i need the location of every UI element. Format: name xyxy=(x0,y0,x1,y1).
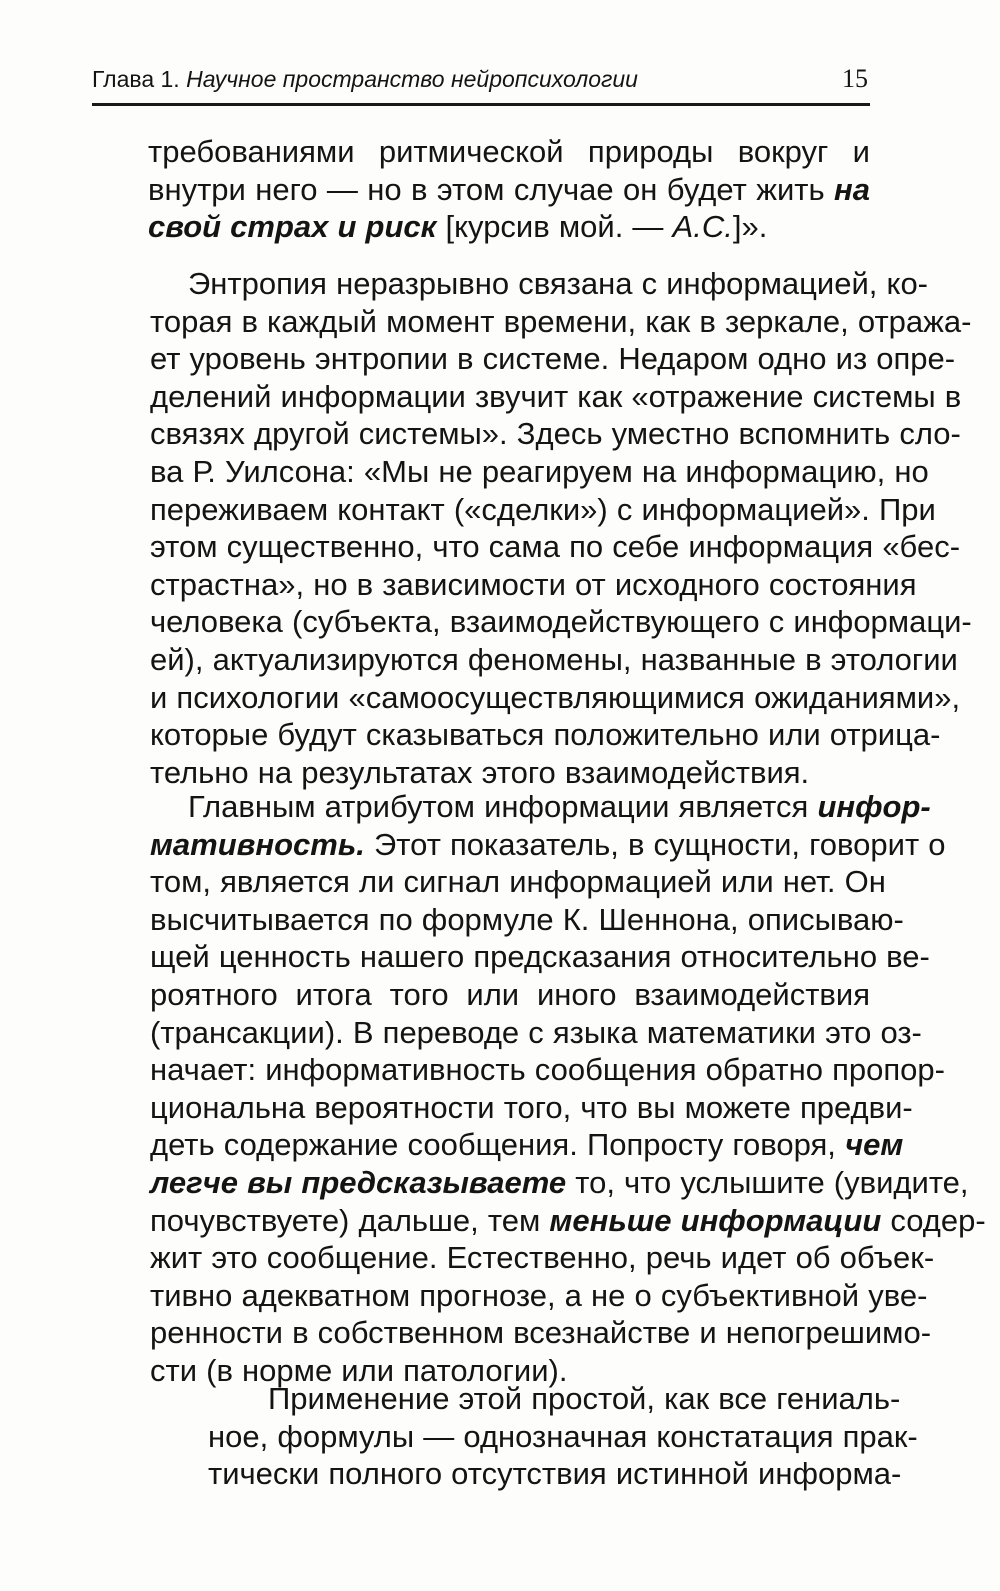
paragraph-application xyxy=(148,1380,918,1493)
text-line: циональна вероятности того, что вы можете предви- xyxy=(150,1089,913,1125)
text-line: легче вы предсказываете то, что услышите (увидите, xyxy=(150,1164,969,1200)
text-line: ва Р. Уилсона: «Мы не реагируем на информацию, но xyxy=(150,453,929,489)
quote-continuation xyxy=(148,133,870,246)
header-rule xyxy=(92,103,870,106)
text-line: том, является ли сигнал информацией или нет. Он xyxy=(150,864,886,900)
text-line: требованиями ритмической природы вокруг и xyxy=(148,134,870,169)
running-head xyxy=(92,62,870,102)
text-line: ное, формулы — однозначная констатация прак- xyxy=(208,1418,918,1454)
text-line: деть содержание сообщения. Попросту говоря, чем xyxy=(150,1127,904,1163)
chapter-label: Глава 1. xyxy=(92,66,180,92)
text-line: делений информации звучит как «отражение системы в xyxy=(150,378,962,414)
text-line: начает: информативность сообщения обратно пропор- xyxy=(150,1052,945,1088)
text-line: сти (в норме или патологии). xyxy=(150,1352,568,1388)
paragraph-entropy xyxy=(112,265,972,791)
text-line: ет уровень энтропии в системе. Недаром одно из опре- xyxy=(150,341,956,377)
text-line: щей ценность нашего предсказания относительно ве- xyxy=(150,939,930,975)
text-line: человека (субъекта, взаимодействующего с информаци- xyxy=(150,604,972,640)
text-line: торая в каждый момент времени, как в зеркале, отража- xyxy=(150,303,972,339)
text-line: свой страх и риск [курсив мой. — А.С.]». xyxy=(148,209,768,245)
text-line: тивно адекватном прогнозе, а не о субъективной уве- xyxy=(150,1277,928,1313)
paragraph-informativeness xyxy=(112,788,986,1390)
page-number: 15 xyxy=(842,64,868,93)
text-line: высчитывается по формуле К. Шеннона, описываю- xyxy=(150,901,904,937)
text-line: роятного итога того или иного взаимодействия xyxy=(150,976,870,1012)
text-line: жит это сообщение. Естественно, речь идет об объек- xyxy=(150,1240,935,1276)
text-line: Главным атрибутом информации является инфор- xyxy=(188,789,931,824)
text-line: почувствуете) дальше, тем меньше информации содер- xyxy=(150,1202,986,1238)
text-line: Применение этой простой, как все гениаль- xyxy=(268,1381,901,1416)
text-line: и психологии «самоосуществляющимися ожиданиями», xyxy=(150,679,961,715)
text-line: ренности в собственном всезнайстве и непогрешимо- xyxy=(150,1315,932,1351)
text-line: которые будут сказываться положительно или отрица- xyxy=(150,717,941,753)
text-line: внутри него — но в этом случае он будет жить на xyxy=(148,171,870,207)
running-head-text xyxy=(92,66,638,93)
chapter-title: Научное пространство нейропсихологии xyxy=(186,66,638,92)
text-line: этом существенно, что сама по себе информация «бес- xyxy=(150,529,961,565)
text-line: связях другой системы». Здесь уместно вспомнить сло- xyxy=(150,416,961,452)
text-line: Энтропия неразрывно связана с информацией, ко- xyxy=(188,266,929,301)
text-line: страстна», но в зависимости от исходного состояния xyxy=(150,566,917,602)
text-line: переживаем контакт («сделки») с информацией». При xyxy=(150,491,936,527)
text-line: мативность. Этот показатель, в сущности, говорит о xyxy=(150,826,946,862)
text-line: тельно на результатах этого взаимодействия. xyxy=(150,754,810,790)
text-line: (трансакции). В переводе с языка математики это оз- xyxy=(150,1014,922,1050)
text-line: тически полного отсутствия истинной информа- xyxy=(208,1456,902,1492)
text-line: ей), актуализируются феномены, названные в этологии xyxy=(150,641,958,677)
